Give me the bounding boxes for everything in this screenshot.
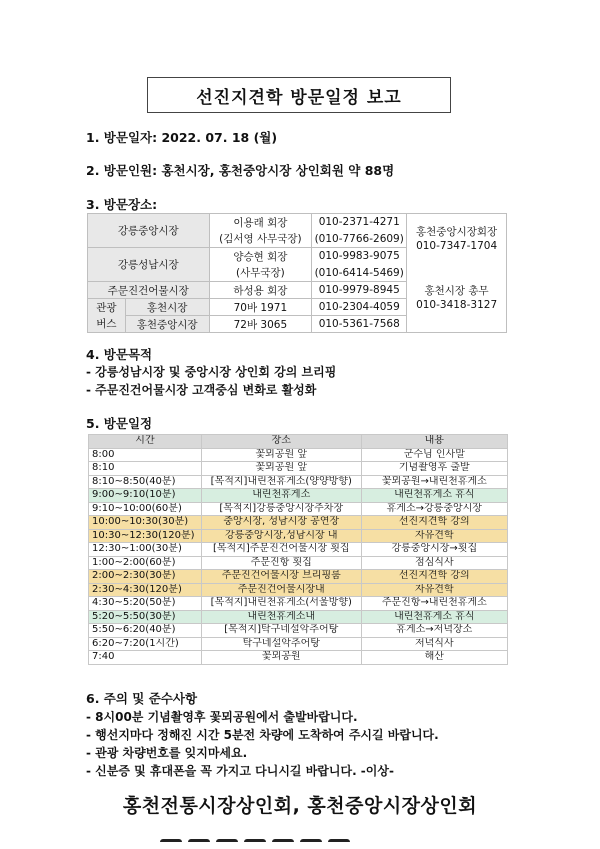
schedule-place: 강릉중앙시장,성남시장 내 <box>201 529 361 543</box>
schedule-place: 주문진항 횟집 <box>201 556 361 570</box>
purpose-item: - 주문진건어물시장 고객중심 변화로 활성화 <box>86 383 317 397</box>
place-phone: (010-6414-5469) <box>312 265 407 282</box>
schedule-content: 군수님 인사말 <box>361 448 507 462</box>
place-contact: 양승현 회장 <box>209 248 312 265</box>
right-contact-title: 홍천중앙시장회장 <box>416 226 498 239</box>
schedule-row <box>89 475 508 489</box>
bus-org: 홍천시장 <box>125 299 209 316</box>
place-contact: 하성용 회장 <box>209 282 312 299</box>
schedule-time: 4:30~5:20(50분) <box>89 597 202 611</box>
schedule-place: 주문진건어물시장 브리핑룸 <box>201 570 361 584</box>
right-contact-phone: 010-3418-3127 <box>416 299 498 312</box>
schedule-row <box>89 543 508 557</box>
places-table <box>87 213 507 333</box>
note-item: - 8시00분 기념촬영후 꽃뫼공원에서 출발바랍니다. <box>86 710 358 724</box>
bus-label-1: 관광 <box>88 299 126 316</box>
right-contact-phone: 010-7347-1704 <box>416 240 498 253</box>
schedule-content: 점심식사 <box>361 556 507 570</box>
place-name-jungang: 강릉중앙시장 <box>88 214 210 248</box>
schedule-content: 선진지견학 강의 <box>361 516 507 530</box>
schedule-time: 9:10~10:00(60분) <box>89 502 202 516</box>
schedule-content: 해산 <box>361 651 507 665</box>
schedule-place: [목적지]탁구네설악추어탕 <box>201 624 361 638</box>
schedule-time: 8:10 <box>89 462 202 476</box>
visit-personnel: 2. 방문인원: 홍천시장, 홍천중앙시장 상인회원 약 88명 <box>86 163 395 178</box>
bus-number: 72바 3065 <box>209 316 312 333</box>
schedule-time: 8:00 <box>89 448 202 462</box>
schedule-content: 강릉중앙시장→횟집 <box>361 543 507 557</box>
place-phone: (010-7766-2609) <box>312 231 407 248</box>
schedule-content: 저녁식사 <box>361 637 507 651</box>
schedule-header-cell: 내용 <box>361 435 507 449</box>
schedule-content: 내린천휴게소 휴식 <box>361 610 507 624</box>
schedule-place: [목적지]강릉중앙시장주차장 <box>201 502 361 516</box>
document-title: 선진지견학 방문일정 보고 <box>147 77 451 113</box>
schedule-content: 기념촬영후 출발 <box>361 462 507 476</box>
visit-date: 1. 방문일자: 2022. 07. 18 (월) <box>86 130 278 145</box>
schedule-time: 5:20~5:50(30분) <box>89 610 202 624</box>
schedule-row <box>89 570 508 584</box>
schedule-place: 탁구네설악추어탕 <box>201 637 361 651</box>
schedule-row <box>89 583 508 597</box>
schedule-row <box>89 610 508 624</box>
schedule-header-cell: 시간 <box>89 435 202 449</box>
bus-phone: 010-5361-7568 <box>312 316 407 333</box>
purpose-item: - 강릉성남시장 및 중앙시장 상인회 강의 브리핑 <box>86 365 337 379</box>
schedule-row <box>89 651 508 665</box>
schedule-row <box>89 448 508 462</box>
schedule-content: 자유견학 <box>361 529 507 543</box>
schedule-place: [목적지]주문진건어물시장 횟집 <box>201 543 361 557</box>
schedule-content: 주문진항→내린천휴게소 <box>361 597 507 611</box>
schedule-place: 내린천휴게소내 <box>201 610 361 624</box>
bus-number: 70바 1971 <box>209 299 312 316</box>
place-right-bottom <box>407 265 507 333</box>
bus-org: 홍천중앙시장 <box>125 316 209 333</box>
place-right-top <box>407 214 507 265</box>
schedule-time: 1:00~2:00(60분) <box>89 556 202 570</box>
schedule-row <box>89 489 508 503</box>
place-name-jumunjin: 주문진건어물시장 <box>88 282 210 299</box>
schedule-content: 내린천휴게소 휴식 <box>361 489 507 503</box>
purpose-heading: 4. 방문목적 <box>86 347 153 362</box>
place-name-seongnam: 강릉성남시장 <box>88 248 210 282</box>
notes-heading: 6. 주의 및 준수사항 <box>86 691 198 706</box>
bus-label-2: 버스 <box>88 316 126 333</box>
schedule-place: 내린천휴게소 <box>201 489 361 503</box>
right-contact-title: 홍천시장 총무 <box>424 285 489 298</box>
place-phone: 010-2371-4271 <box>312 214 407 231</box>
schedule-place: 중앙시장, 성남시장 공연장 <box>201 516 361 530</box>
schedule-heading: 5. 방문일정 <box>86 416 153 431</box>
schedule-time: 6:20~7:20(1시간) <box>89 637 202 651</box>
schedule-place: [목적지]내린천휴게소(서울방향) <box>201 597 361 611</box>
schedule-place: 주문진건어물시장내 <box>201 583 361 597</box>
schedule-time: 2:30~4:30(120분) <box>89 583 202 597</box>
note-item: - 관광 차량번호를 잊지마세요. <box>86 746 248 760</box>
schedule-time: 10:30~12:30(120분) <box>89 529 202 543</box>
schedule-content: 선진지견학 강의 <box>361 570 507 584</box>
schedule-place: 꽃뫼공원 <box>201 651 361 665</box>
schedule-time: 10:00~10:30(30분) <box>89 516 202 530</box>
schedule-content: 휴게소→강릉중앙시장 <box>361 502 507 516</box>
place-contact: (사무국장) <box>209 265 312 282</box>
schedule-time: 12:30~1:00(30분) <box>89 543 202 557</box>
schedule-content: 휴게소→저녁장소 <box>361 624 507 638</box>
schedule-row <box>89 597 508 611</box>
place-contact: (김서영 사무국장) <box>209 231 312 248</box>
schedule-time: 8:10~8:50(40분) <box>89 475 202 489</box>
schedule-time: 2:00~2:30(30분) <box>89 570 202 584</box>
schedule-row <box>89 502 508 516</box>
schedule-header-row <box>89 435 508 449</box>
schedule-header-cell: 장소 <box>201 435 361 449</box>
schedule-row <box>89 529 508 543</box>
schedule-content: 자유견학 <box>361 583 507 597</box>
note-item: - 신분증 및 휴대폰을 꼭 가지고 다니시길 바랍니다. -이상- <box>86 764 394 778</box>
schedule-place: 꽃뫼공원 앞 <box>201 448 361 462</box>
schedule-time: 5:50~6:20(40분) <box>89 624 202 638</box>
schedule-content: 꽃뫼공원→내린천휴게소 <box>361 475 507 489</box>
schedule-row <box>89 516 508 530</box>
schedule-place: 꽃뫼공원 앞 <box>201 462 361 476</box>
place-phone: 010-9979-8945 <box>312 282 407 299</box>
schedule-row <box>89 556 508 570</box>
schedule-row <box>89 624 508 638</box>
place-contact: 이용래 회장 <box>209 214 312 231</box>
schedule-row <box>89 462 508 476</box>
schedule-time: 7:40 <box>89 651 202 665</box>
schedule-row <box>89 637 508 651</box>
footer-organizations: 홍천전통시장상인회, 홍천중앙시장상인회 <box>122 795 478 817</box>
schedule-place: [목적지]내린천휴게소(양양방향) <box>201 475 361 489</box>
note-item: - 행선지마다 정해진 시간 5분전 차량에 도착하여 주시길 바랍니다. <box>86 728 439 742</box>
schedule-table <box>88 434 508 665</box>
bus-phone: 010-2304-4059 <box>312 299 407 316</box>
schedule-time: 9:00~9:10(10분) <box>89 489 202 503</box>
next-page-cutoff <box>160 839 440 849</box>
place-phone: 010-9983-9075 <box>312 248 407 265</box>
visit-places-heading: 3. 방문장소: <box>86 197 158 212</box>
